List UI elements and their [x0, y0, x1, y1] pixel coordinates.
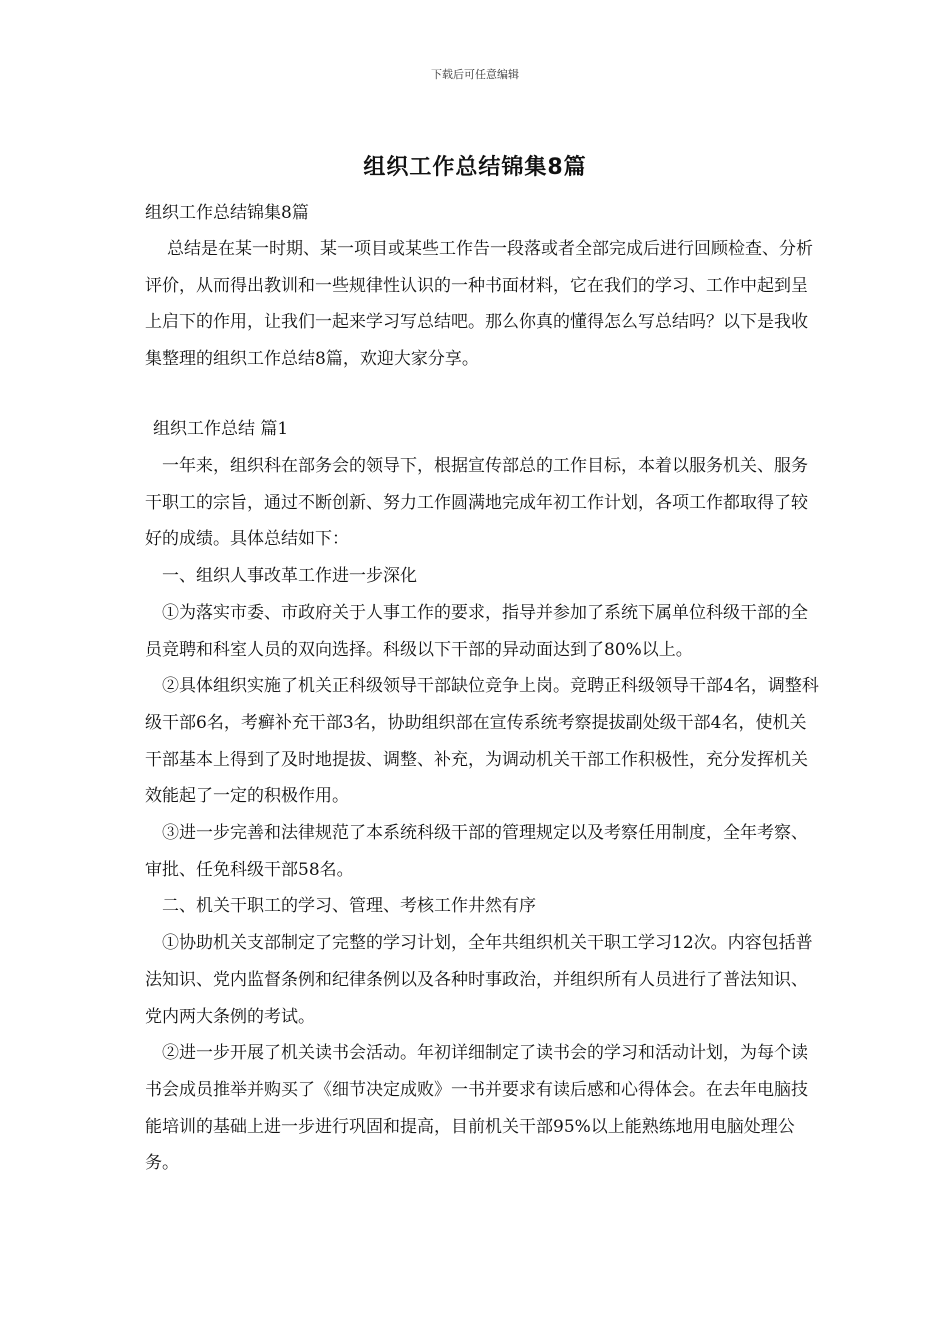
paragraph-2-1: ①协助机关支部制定了完整的学习计划，全年共组织机关干职工学习12次。内容包括普法知识、党内监督条例和纪律条例以及各种时事政治，并组织所有人员进行了普法知识、党内两大条例的考试。 [145, 933, 813, 1027]
paragraph-1-1: ①为落实市委、市政府关于人事工作的要求，指导并参加了系统下属单位科级干部的全员竞聘和科室人员的双向选择。科级以下干部的异动面达到了80%以上。 [145, 602, 808, 660]
paragraph-1-2: ②具体组织实施了机关正科级领导干部缺位竞争上岗。竞聘正科级领导干部4名，调整科级干部6名，考癣补充干部3名，协助组织部在宣传系统考察提拔副处级干部4名，使机关干部基本上得到了及时地提拔、调整、补充，为调动机关干部工作积极性，充分发挥机关效能起了一定的积极作用。 [145, 676, 819, 807]
section-title: 组织工作总结 篇1 [153, 419, 289, 439]
paragraph-1-3: ③进一步完善和法律规范了本系统科级干部的管理规定以及考察任用制度，全年考察、审批、任免科级干部58名。 [145, 823, 808, 880]
paragraph-2-2: ②进一步开展了机关读书会活动。年初详细制定了读书会的学习和活动计划，为每个读书会成员推举并购买了《细节决定成败》一书并要求有读后感和心得体会。在去年电脑技能培训的基础上进一步进行巩固和提高，目前机关干部95%以上能熟练地用电脑处理公务。 [145, 1043, 808, 1174]
paragraph-overview: 一年来，组织科在部务会的领导下，根据宣传部总的工作目标，本着以服务机关、服务干职工的宗旨，通过不断创新、努力工作圆满地完成年初工作计划，各项工作都取得了较好的成绩。具体总结如下： [145, 456, 808, 550]
intro-paragraph: 总结是在某一时期、某一项目或某些工作告一段落或者全部完成后进行回顾检查、分析评价，从而得出教训和一些规律性认识的一种书面材料，它在我们的学习、工作中起到呈上启下的作用，让我们一起来学习写总结吧。那么你真的懂得怎么写总结吗？以下是我收集整理的组织工作总结8篇，欢迎大家分享。 [145, 239, 813, 370]
document-title: 组织工作总结锦集8篇 [363, 155, 587, 180]
section-content [145, 448, 821, 1182]
heading-1: 一、组织人事改革工作进一步深化 [162, 566, 417, 587]
subtitle: 组织工作总结锦集8篇 [145, 203, 309, 223]
heading-2: 二、机关干职工的学习、管理、考核工作井然有序 [162, 896, 536, 917]
header-note: 下载后可任意编辑 [431, 68, 519, 81]
